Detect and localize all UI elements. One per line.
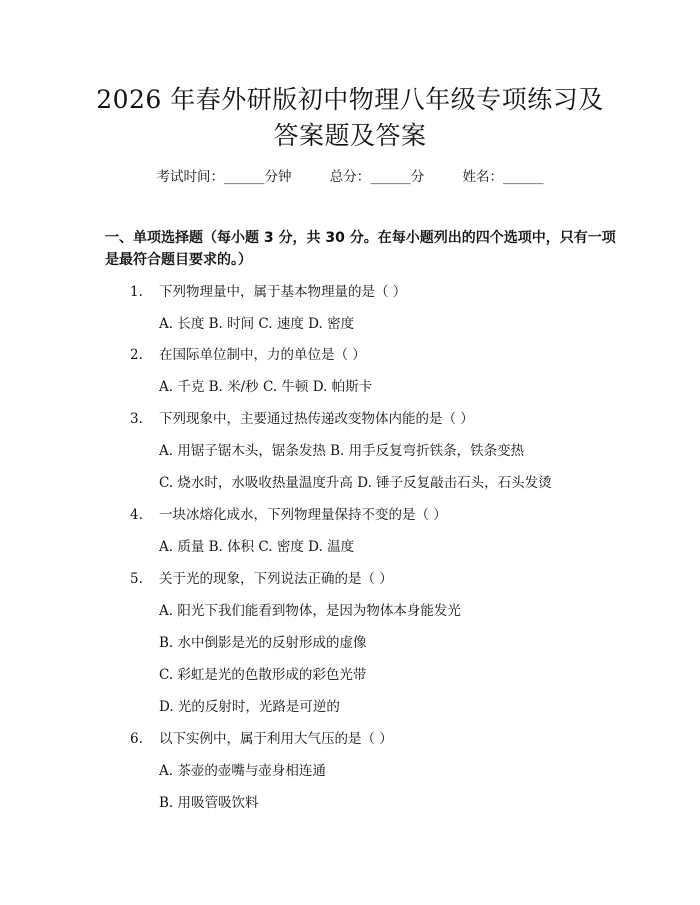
question-1 [130,283,406,301]
question-6-option-a: A. 茶壶的壶嘴与壶身相连通 [159,763,326,779]
question-6 [130,730,393,748]
question-text: 在国际单位制中，力的单位是（ ） [159,347,366,363]
question-4 [130,506,447,524]
section-heading-line-1: 一、单项选择题（每小题 3 分，共 30 分。在每小题列出的四个选项中，只有一项 [105,230,616,246]
exam-title-line-1: 2026 年春外研版初中物理八年级专项练习及 [96,85,604,114]
question-5-option-c: C. 彩虹是光的色散形成的彩色光带 [159,667,367,683]
question-2-options: A. 千克 B. 米/秒 C. 牛顿 D. 帕斯卡 [159,379,373,395]
question-5-option-a: A. 阳光下我们能看到物体，是因为物体本身能发光 [159,603,461,619]
question-number: 4. [130,507,143,523]
question-number: 3. [130,411,143,427]
question-5-option-d: D. 光的反射时，光路是可逆的 [159,699,340,715]
section-heading-line-2: 是最符合题目要求的。） [105,252,252,268]
question-3-options-row-1: A. 用锯子锯木头，锯条发热 B. 用手反复弯折铁条，铁条变热 [159,443,525,459]
question-text: 关于光的现象，下列说法正确的是（ ） [159,571,393,587]
question-4-options: A. 质量 B. 体积 C. 密度 D. 温度 [159,539,355,555]
question-5-option-b: B. 水中倒影是光的反射形成的虚像 [159,635,367,651]
question-text: 下列现象中，主要通过热传递改变物体内能的是（ ） [159,411,474,427]
exam-title-line-2: 答案题及答案 [273,121,427,150]
question-3 [130,410,474,428]
question-number: 1. [130,284,143,300]
question-1-options: A. 长度 B. 时间 C. 速度 D. 密度 [159,316,355,332]
question-text: 以下实例中，属于利用大气压的是（ ） [159,731,393,747]
total-score-field: 总分：______分 [329,169,425,185]
question-3-options-row-2: C. 烧水时，水吸收热量温度升高 D. 锤子反复敲击石头，石头发烫 [159,475,552,491]
question-number: 2. [130,347,143,363]
question-2 [130,346,366,364]
question-text: 一块冰熔化成水，下列物理量保持不变的是（ ） [159,507,447,523]
exam-meta [0,168,700,186]
question-number: 5. [130,571,143,587]
question-number: 6. [130,731,143,747]
exam-time-field: 考试时间：______分钟 [156,169,292,185]
question-5 [130,570,393,588]
question-text: 下列物理量中，属于基本物理量的是（ ） [159,284,407,300]
question-6-option-b: B. 用吸管吸饮料 [159,795,259,811]
student-name-field: 姓名：______ [462,169,544,185]
